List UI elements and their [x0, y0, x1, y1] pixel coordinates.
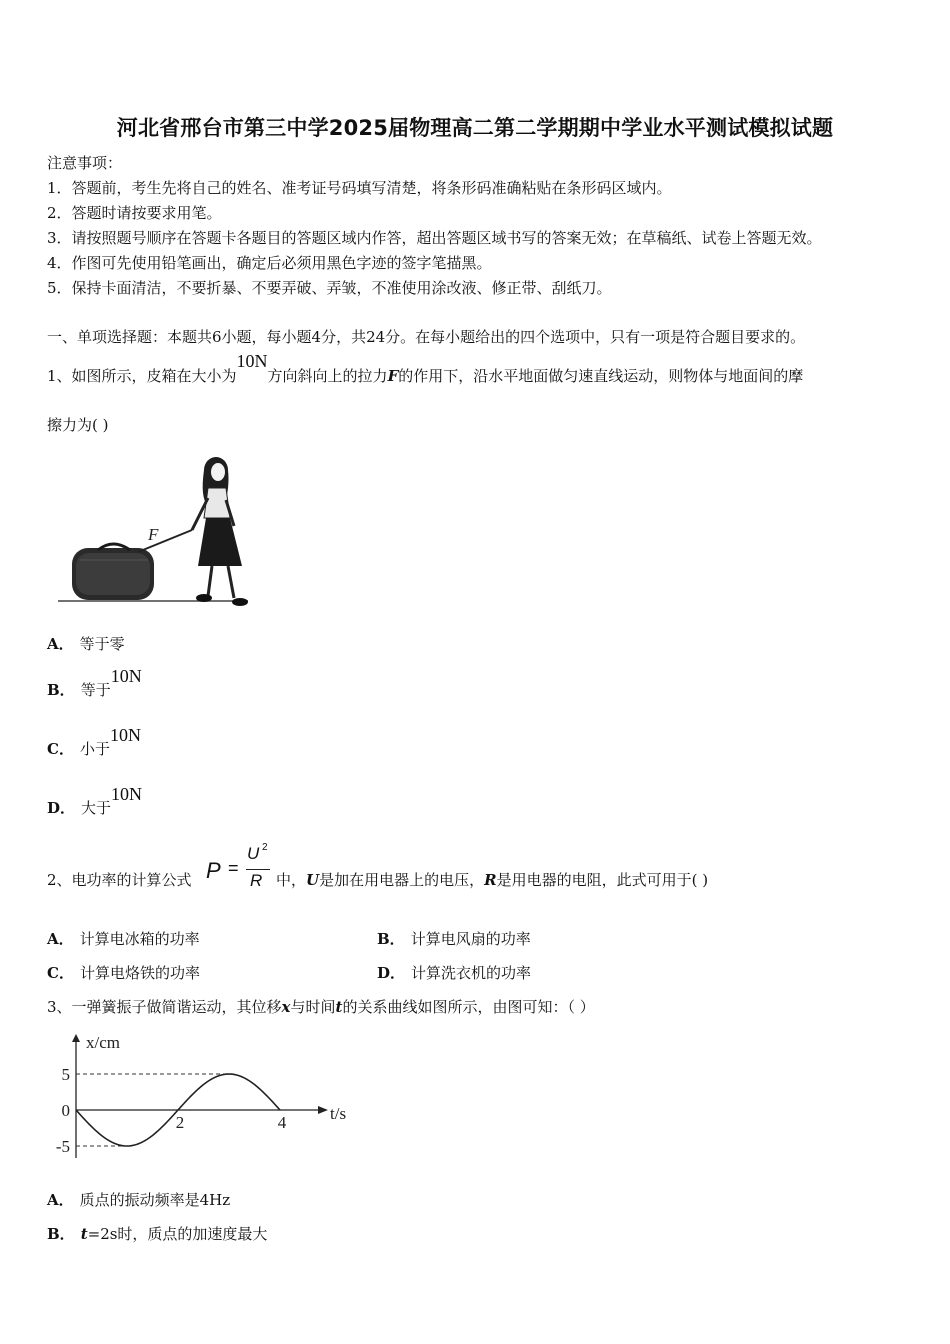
- q2-option-d[interactable]: D． 计算洗衣机的功率: [377, 964, 532, 982]
- question-3-text: 3、一弹簧振子做简谐运动，其位移x与时间t的关系曲线如图所示，由图可知：（ ）: [47, 998, 595, 1016]
- notice-heading: 注意事项：: [47, 154, 123, 172]
- force-value: 10N: [236, 351, 268, 371]
- question-1-text: 1、如图所示，皮箱在大小为10N方向斜向上的拉力F的作用下，沿水平地面做匀速直线运动，则物体与地面间的摩: [47, 351, 804, 385]
- suitcase: [72, 544, 154, 600]
- notice-item: 4．作图可先使用铅笔画出，确定后必须用黑色字迹的签字笔描黑。: [47, 254, 492, 272]
- x-tick-label: 4: [277, 1113, 287, 1132]
- girl: [192, 457, 248, 606]
- page-title: 河北省邢台市第三中学2025届物理高二第二学期期中学业水平测试模拟试题: [116, 116, 834, 140]
- q1-option-a[interactable]: A． 等于零: [47, 635, 125, 653]
- y-tick-label: 5: [61, 1065, 70, 1084]
- q1-option-c[interactable]: C． 小于10N: [47, 725, 141, 758]
- y-tick-label: -5: [55, 1137, 70, 1156]
- q1-option-d[interactable]: D． 大于10N: [47, 784, 143, 817]
- q1-option-b[interactable]: B． 等于10N: [47, 666, 142, 699]
- y-tick-label: 0: [61, 1101, 70, 1120]
- pull-rope: [138, 530, 192, 552]
- notice-item: 2．答题时请按要求用笔。: [47, 204, 222, 222]
- q3-option-b[interactable]: B． t=2s时，质点的加速度最大: [47, 1225, 268, 1243]
- x-axis-label: t/s: [330, 1104, 347, 1123]
- q2-option-b[interactable]: B． 计算电风扇的功率: [377, 930, 531, 948]
- question-1-line2: 擦力为( ): [47, 416, 109, 434]
- q3-option-a[interactable]: A． 质点的振动频率是4Hz: [47, 1191, 231, 1209]
- y-axis-arrow: [72, 1034, 80, 1042]
- notice-item: 3．请按照题号顺序在答题卡各题目的答题区域内作答，超出答题区域书写的答案无效；在草稿纸、试卷上答题无效。: [47, 229, 822, 247]
- q3-chart: [50, 1028, 360, 1168]
- q2-option-c[interactable]: C． 计算电烙铁的功率: [47, 964, 200, 982]
- question-2-prefix: 2、电功率的计算公式: [47, 871, 192, 889]
- x-axis-arrow: [318, 1106, 328, 1114]
- power-formula: P = U 2 R: [206, 844, 276, 894]
- question-2-text: 中，U是加在用电器上的电压，R是用电器的电阻，此式可用于( ): [276, 871, 709, 889]
- q1-figure: [58, 448, 268, 618]
- notice-item: 5．保持卡面清洁，不要折暴、不要弄破、弄皱，不准使用涂改液、修正带、刮纸刀。: [47, 279, 612, 297]
- notice-item: 1．答题前，考生先将自己的姓名、准考证号码填写清楚，将条形码准确粘贴在条形码区域内。: [47, 179, 672, 197]
- y-axis-label: x/cm: [86, 1033, 120, 1052]
- section-heading: 一、单项选择题：本题共6小题，每小题4分，共24分。在每小题给出的四个选项中，只有一项是符合题目要求的。: [47, 328, 806, 346]
- x-tick-label: 2: [175, 1113, 185, 1132]
- q2-option-a[interactable]: A． 计算电冰箱的功率: [47, 930, 200, 948]
- force-label: F: [148, 525, 159, 544]
